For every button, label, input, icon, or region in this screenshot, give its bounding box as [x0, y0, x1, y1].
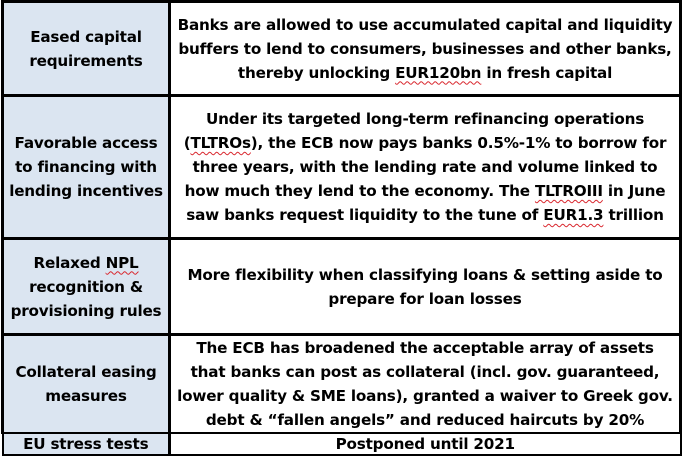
spellcheck-flagged-text: TLTROs — [190, 134, 251, 152]
measure-description — [170, 96, 681, 239]
description-text: in June saw banks request liquidity to the tune of — [186, 182, 666, 224]
table-row — [3, 335, 681, 434]
measure-description: Postponed until 2021 — [170, 433, 681, 455]
measure-label: Favorable access to financing with lending incentives — [3, 96, 170, 239]
description-text: ), the ECB now pays banks 0.5%-1% to borrow for three years, with the lending rate and volume linked to how much they lend to the economy. The — [184, 134, 667, 200]
spellcheck-flagged-text: EUR1.3 — [543, 206, 604, 224]
measure-label — [3, 239, 170, 335]
table-row — [3, 239, 681, 335]
measure-label: Collateral easing measures — [3, 335, 170, 434]
table-row — [3, 2, 681, 96]
description-text: Under its targeted long-term refinancing operations ( — [183, 110, 645, 152]
policy-measures-table — [1, 0, 682, 456]
table-row — [3, 96, 681, 239]
description-text: Banks are allowed to use accumulated capital and liquidity buffers to lend to consumers, businesses and other banks, thereby unlocking — [177, 15, 673, 82]
description-text: trillion — [603, 206, 664, 224]
table-row — [3, 433, 681, 455]
measure-description: The ECB has broadened the acceptable array of assets that banks can post as collateral (incl. gov. guaranteed, lower quality & SME loans), granted a waiver to Greek gov. debt & “fallen angels” and reduced haircuts by 20% — [170, 335, 681, 434]
spellcheck-flagged-text: TLTROIII — [534, 182, 603, 200]
spellcheck-flagged-text: NPL — [105, 253, 139, 272]
description-text: in fresh capital — [481, 63, 613, 82]
measure-description — [170, 2, 681, 96]
spellcheck-flagged-text: EUR120bn — [395, 63, 482, 82]
label-text: recognition & provisioning rules — [10, 277, 162, 320]
measure-label: Eased capital requirements — [3, 2, 170, 96]
label-text: Relaxed — [33, 253, 106, 272]
measure-description: More flexibility when classifying loans & setting aside to prepare for loan losses — [170, 239, 681, 335]
measure-label: EU stress tests — [3, 433, 170, 455]
